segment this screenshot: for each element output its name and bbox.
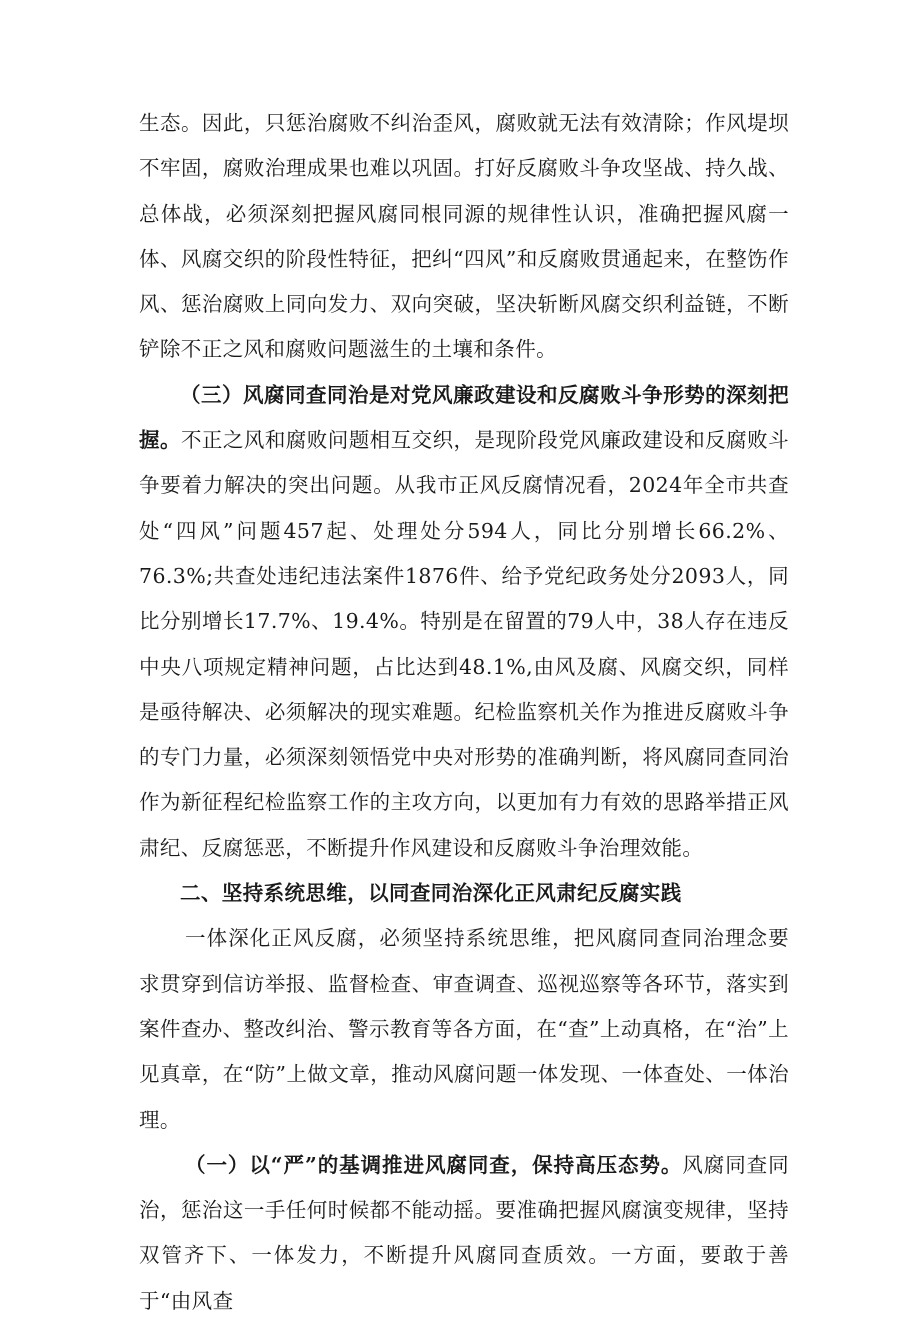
paragraph-continuation [139,101,789,373]
paragraph-section-one [139,1143,789,1324]
heading-text: 二、坚持系统思维，以同查同治深化正风肃纪反腐实践 [180,881,682,906]
section-lead-heading: （一）以“严”的基调推进风腐同查，保持高压态势。 [185,1152,683,1177]
paragraph-body [139,916,789,1142]
paragraph-text: 不正之风和腐败问题相互交织，是现阶段党风廉政建设和反腐败斗争要着力解决的突出问题。从我市正风反腐情况看，2024年全市共查处“四风”问题457起、处理处分594人，同比分别增长66.2%、76.3%;共查处违纪违法案件1876件、给予党纪政务处分2093人，同比分别增长17.7%、19.4%。特别是在留置的79人中，38人存在违反中央八项规定精神问题，占比达到48.1%,由风及腐、风腐交织，同样是亟待解决、必须解决的现实难题。纪检监察机关作为推进反腐败斗争的专门力量，必须深刻领悟党中央对形势的准确判断，将风腐同查同治作为新征程纪检监察工作的主攻方向，以更加有力有效的思路举措正风肃纪、反腐惩恶，不断提升作风建设和反腐败斗争治理效能。 [139,428,789,860]
paragraph-section-three [139,373,789,871]
paragraph-text: 生态。因此，只惩治腐败不纠治歪风，腐败就无法有效清除；作风堤坝不牢固，腐败治理成果也难以巩固。打好反腐败斗争攻坚战、持久战、总体战，必须深刻把握风腐同根同源的规律性认识，准确把握风腐一体、风腐交织的阶段性特征，把纠“四风”和反腐败贯通起来，在整饬作风、惩治腐败上同向发力、双向突破，坚决斩断风腐交织利益链，不断铲除不正之风和腐败问题滋生的土壤和条件。 [139,111,789,362]
section-lead-heading: （三）风腐同查同治是对党风廉政建设和反腐败斗争形势的深刻把握。 [139,382,789,453]
chapter-heading [139,871,789,916]
paragraph-text: 风腐同查同治，惩治这一手任何时候都不能动摇。要准确把握风腐演变规律，坚持双管齐下、一体发力，不断提升风腐同查质效。一方面，要敢于善于“由风查 [139,1152,789,1313]
document-page [139,101,789,1324]
paragraph-text: 一体深化正风反腐，必须坚持系统思维，把风腐同查同治理念要求贯穿到信访举报、监督检查、审查调查、巡视巡察等各环节，落实到案件查办、整改纠治、警示教育等各方面，在“查”上动真格，在“治”上见真章，在“防”上做文章，推动风腐问题一体发现、一体查处、一体治理。 [139,926,789,1132]
